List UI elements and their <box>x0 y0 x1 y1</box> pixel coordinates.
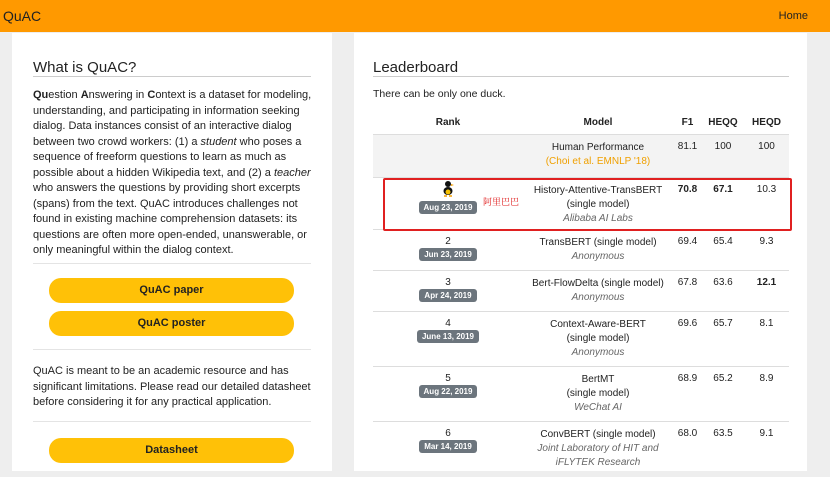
f1-value: 70.8 <box>673 178 702 230</box>
f1-value: 68.0 <box>673 422 702 477</box>
leaderboard-row <box>373 312 789 367</box>
heqq-value: 63.5 <box>702 422 744 477</box>
rank-number: 4 <box>445 318 451 329</box>
paper-reference-link[interactable]: (Choi et al. EMNLP '18) <box>545 156 651 167</box>
model-name: (single model) <box>566 333 630 344</box>
divider <box>33 263 311 264</box>
leaderboard-table <box>373 111 789 477</box>
heqd-value: 9.1 <box>744 422 789 477</box>
divider <box>33 421 311 422</box>
annotation-label: 阿里巴巴 <box>483 197 520 207</box>
rank-number: 3 <box>445 277 451 288</box>
leaderboard-title: Leaderboard <box>373 59 459 76</box>
institution-name: iFLYTEK Research <box>555 457 641 468</box>
f1-value: 68.9 <box>673 367 702 422</box>
rank-number: 2 <box>445 236 451 247</box>
table-header <box>373 111 789 135</box>
leaderboard-row <box>373 367 789 422</box>
heqd-value: 9.3 <box>744 230 789 271</box>
model-name: (single model) <box>566 388 630 399</box>
human-performance-label: Human Performance <box>551 142 645 153</box>
heqd-value: 8.1 <box>744 312 789 367</box>
col-heqq: HEQQ <box>708 117 738 128</box>
heqq-value: 65.2 <box>702 367 744 422</box>
model-name: BertMT <box>581 374 615 385</box>
col-rank: Rank <box>435 117 461 128</box>
leaderboard-row <box>373 271 789 312</box>
leaderboard-subtitle: There can be only one duck. <box>373 88 506 100</box>
heqq-value: 65.7 <box>702 312 744 367</box>
submission-date-badge: June 13, 2019 <box>417 330 479 343</box>
submission-date-badge: Mar 14, 2019 <box>419 440 477 453</box>
about-card <box>12 33 332 471</box>
heqd-value: 100 <box>744 135 789 178</box>
divider <box>33 349 311 350</box>
leaderboard-title-rule <box>373 76 789 77</box>
submission-date-badge: Aug 23, 2019 <box>419 201 478 214</box>
quac-poster-button[interactable]: QuAC poster <box>49 311 294 336</box>
institution-name: Anonymous <box>571 347 625 358</box>
heqd-value: 12.1 <box>744 271 789 312</box>
f1-value: 69.4 <box>673 230 702 271</box>
heqd-value: 8.9 <box>744 367 789 422</box>
datasheet-button[interactable]: Datasheet <box>49 438 294 463</box>
resource-notice: QuAC is meant to be an academic resource and has significant limitations. Please read our detailed datasheet before considering it for any practical application. <box>33 365 311 408</box>
f1-value: 69.6 <box>673 312 702 367</box>
submission-date-badge: Aug 22, 2019 <box>419 385 478 398</box>
heqq-value: 65.4 <box>702 230 744 271</box>
human-performance-row <box>373 135 789 178</box>
col-heqd: HEQD <box>752 117 781 128</box>
rank-number: 5 <box>445 373 451 384</box>
f1-value: 81.1 <box>673 135 702 178</box>
quac-paper-button[interactable]: QuAC paper <box>49 278 294 303</box>
model-name: TransBERT (single model) <box>539 237 657 248</box>
submission-date-badge: Apr 24, 2019 <box>419 289 476 302</box>
institution-name: WeChat AI <box>574 402 622 413</box>
institution-name: Anonymous <box>571 292 625 303</box>
institution-name: Anonymous <box>571 251 625 262</box>
about-title-rule <box>33 76 311 77</box>
model-name: History-Attentive-TransBERT <box>533 185 663 196</box>
heqq-value: 67.1 <box>702 178 744 230</box>
heqq-value: 63.6 <box>702 271 744 312</box>
model-name: (single model) <box>566 199 630 210</box>
heqq-value: 100 <box>702 135 744 178</box>
top-navbar <box>0 0 830 32</box>
about-title: What is QuAC? <box>33 59 137 76</box>
submission-date-badge: Jun 23, 2019 <box>419 248 477 261</box>
col-model: Model <box>583 117 613 128</box>
leaderboard-card <box>354 33 807 471</box>
model-name: Context-Aware-BERT <box>550 319 646 330</box>
about-description: Question Answering in Context is a dataset for modeling, understanding, and participating in information seeking dialog. Data instances consist of an interactive dialog between two crowd workers: (1) a student who poses a sequence of freeform questions to learn as much as possible about a hidden Wikipedia text, and (2) a teacher who answers the questions by providing short excerpts (spans) from the text. QuAC introduces challenges not found in existing machine comprehension datasets: its questions are often more open-ended, unanswerable, or only meaningful within the dialog context. <box>33 89 312 256</box>
heqd-value: 10.3 <box>744 178 789 230</box>
f1-value: 67.8 <box>673 271 702 312</box>
highlight-box <box>383 178 792 231</box>
rank-number: 6 <box>445 428 451 439</box>
col-f1: F1 <box>681 117 694 128</box>
institution-name: Joint Laboratory of HIT and <box>537 443 659 454</box>
brand-logo[interactable]: QuAC <box>3 8 42 24</box>
institution-name: Alibaba AI Labs <box>563 213 633 224</box>
model-name: Bert-FlowDelta (single model) <box>532 278 664 289</box>
model-name: ConvBERT (single model) <box>540 429 656 440</box>
leaderboard-row <box>373 230 789 271</box>
leaderboard-row <box>373 422 789 477</box>
home-link[interactable]: Home <box>778 10 808 22</box>
